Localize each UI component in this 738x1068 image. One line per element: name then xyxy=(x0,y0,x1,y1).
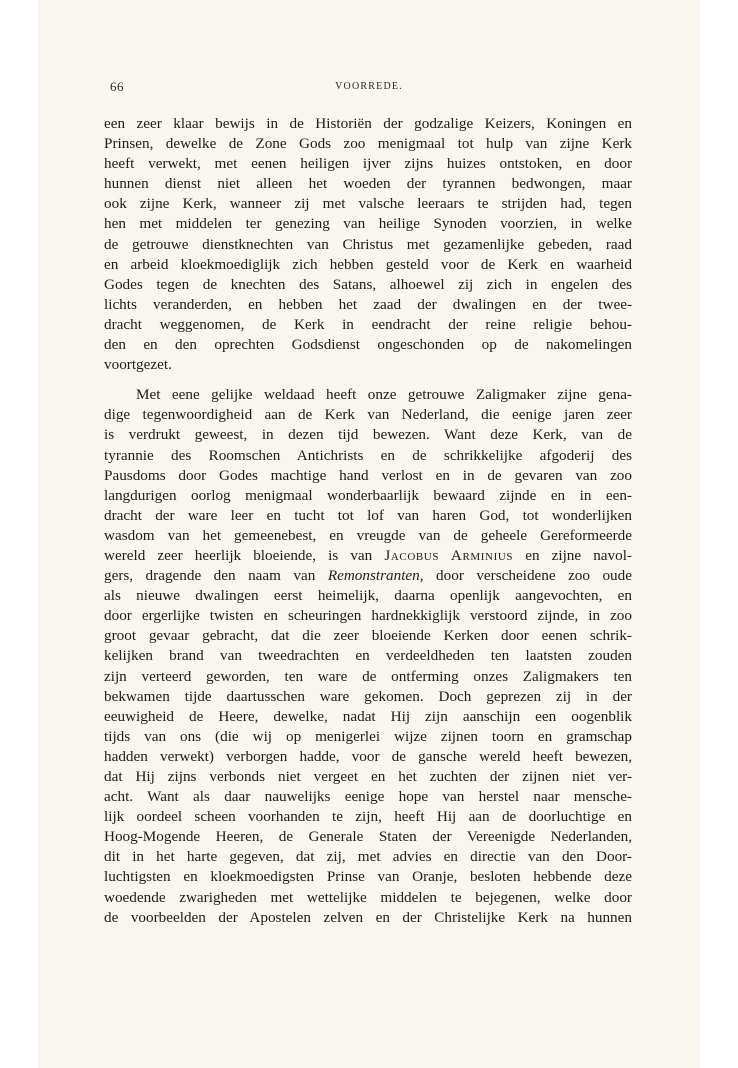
text-line: zijn verteerd geworden, ten ware de ontferming onzes Zaligmakers ten xyxy=(104,667,632,685)
text-line: luchtigsten en kloekmoedigsten Prinse van Oranje, besloten hebbende deze xyxy=(104,868,632,886)
text-line: dracht weggenomen, de Kerk in eendracht der reine religie behou- xyxy=(104,315,632,333)
text-line: Pausdoms door Godes machtige hand verlost en in de gevaren van zoo xyxy=(104,466,632,484)
italic-term: Remonstranten, xyxy=(327,567,424,585)
line-text: en zijne navol- xyxy=(513,546,632,564)
paragraph-1 xyxy=(104,114,632,375)
text-line: den en den oprechten Godsdienst ongeschonden op de nakomelingen xyxy=(104,336,632,354)
text-line: eeuwigheid de Heere, dewelke, nadat Hij zijn aanschijn een oogenblik xyxy=(104,707,632,725)
text-line: de getrouwe dienstknechten van Christus met gezamenlijke gebeden, raad xyxy=(104,235,632,253)
text-line xyxy=(104,546,632,566)
text-line: Godes tegen de knechten des Satans, alhoewel zij zich in engelen des xyxy=(104,275,632,293)
text-line: lichts veranderden, en hebben het zaad der dwalingen en der twee- xyxy=(104,295,632,313)
text-line: als nieuwe dwalingen eerst heimelijk, daarna openlijk aangevochten, en xyxy=(104,587,632,605)
text-line: ook zijne Kerk, wanneer zij met valsche leeraars te strijden had, tegen xyxy=(104,195,632,213)
text-line: bekwamen tijde daartusschen ware gekomen. Doch geprezen zij in der xyxy=(104,687,632,705)
body-text xyxy=(104,114,632,928)
text-line: voortgezet. xyxy=(104,356,172,374)
book-page xyxy=(38,0,700,1068)
running-title: VOORREDE. xyxy=(335,81,403,92)
text-line: langdurigen oorlog menigmaal wonderbaarlijk bewaard zijnde en in een- xyxy=(104,486,632,504)
text-line: lijk oordeel scheen voorhanden te zijn, heeft Hij aan de doorluchtige en xyxy=(104,808,632,826)
paragraph-2 xyxy=(104,385,632,928)
text-line: een zeer klaar bewijs in de Historiën der godzalige Keizers, Koningen en xyxy=(104,115,632,132)
text-line: is verdrukt geweest, in dezen tijd bewezen. Want deze Kerk, van de xyxy=(104,426,632,444)
line-text: gers, dragende den naam van xyxy=(104,567,328,585)
text-line: en arbeid kloekmoediglijk zich hebben gesteld voor de Kerk en waarheid xyxy=(104,255,632,273)
text-line: hen met middelen ter genezing van heilige Synoden voorzien, in welke xyxy=(104,215,632,233)
text-line: wasdom van het gemeenebest, en vreugde van de geheele Gereformeerde xyxy=(104,526,632,544)
page-header xyxy=(38,79,700,99)
text-line: groot gevaar gebracht, dat die zeer bloeiende Kerken door eenen schrik- xyxy=(104,627,632,645)
text-line: Prinsen, dewelke de Zone Gods zoo menigmaal tot hulp van zijne Kerk xyxy=(104,135,632,153)
text-line: dracht der ware leer en tucht tot lof van haren God, tot wonderlijken xyxy=(104,506,632,524)
author-name: Jacobus Arminius xyxy=(384,546,514,564)
text-line: Met eene gelijke weldaad heeft onze getrouwe Zaligmaker zijne gena- xyxy=(136,386,632,404)
text-line: heeft verwekt, met eenen heiligen ijver zijns huizes ontstoken, en door xyxy=(104,155,632,173)
text-line: dige tegenwoordigheid aan de Kerk van Nederland, die eenige jaren zeer xyxy=(104,406,632,424)
text-line: hunnen dienst niet alleen het woeden der tyrannen bedwongen, maar xyxy=(104,175,632,193)
line-text: door verscheidene zoo oude xyxy=(423,567,632,585)
text-line xyxy=(104,566,632,586)
text-line: door ergerlijke twisten en scheuringen hardnekkiglijk verstoord zijnde, in zoo xyxy=(104,607,632,625)
text-line: Hoog-Mogende Heeren, de Generale Staten der Vereenigde Nederlanden, xyxy=(104,828,632,846)
text-line: dat Hij zijns verbonds niet vergeet en het zuchten der zijnen niet ver- xyxy=(104,768,632,785)
text-line: de voorbeelden der Apostelen zelven en der Christelijke Kerk na hunnen xyxy=(104,908,632,926)
page-number: 66 xyxy=(110,79,124,94)
text-line: hadden verwekt) verborgen hadde, voor de gansche wereld heeft bewezen, xyxy=(104,747,632,765)
text-line: acht. Want als daar nauwelijks eenige hope van herstel naar mensche- xyxy=(104,788,632,806)
line-text: wereld zeer heerlijk bloeiende, is van xyxy=(104,546,385,564)
text-line: kelijken brand van tweedrachten en verdeeldheden ten laatsten zouden xyxy=(104,647,632,665)
text-line: tyrannie des Roomschen Antichrists en de schrikkelijke afgoderij des xyxy=(104,446,632,464)
text-line: tijds van ons (die wij op menigerlei wijze zijnen toorn en gramschap xyxy=(104,727,632,745)
text-line: woedende zwarigheden met wettelijke middelen te bejegenen, welke door xyxy=(104,888,632,906)
text-line: dit in het harte gegeven, dat zij, met advies en directie van den Door- xyxy=(104,848,632,866)
